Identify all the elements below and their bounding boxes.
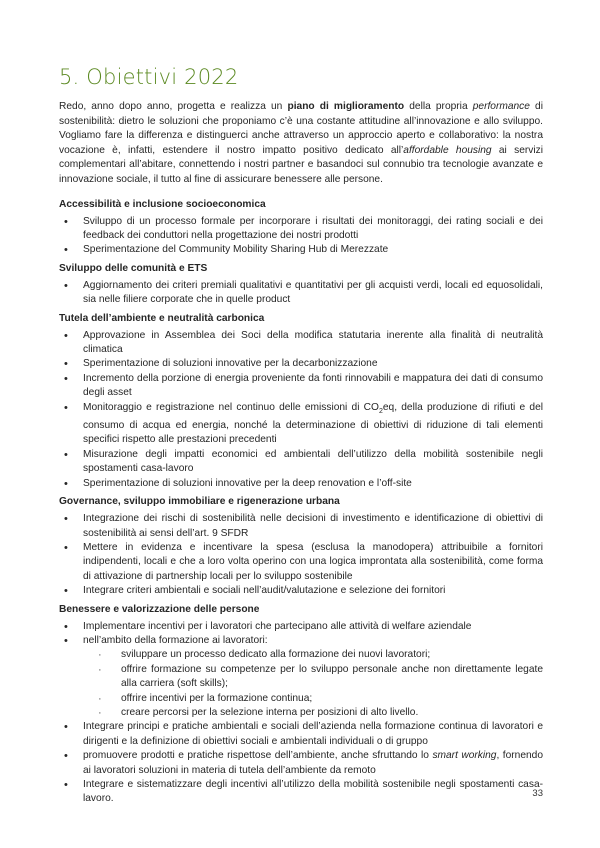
intro-text: di sostenibilità: dietro le soluzioni che proponiamo c’è una costante attitudine all’innovazione e allo sviluppo. Vogliamo fare la differenza e distinguerci anche attraverso un approccio aperto e collaborativo: la nostra vocazione è, infatti, estendere il nostro impatto positivo dedicato all’ [59,101,543,156]
list-item: • Misurazione degli impatti economici ed ambientali dell’utilizzo della mobilità sostenibile negli spostamenti casa-lavoro [59,448,543,477]
bullet-list-accessibility [59,215,543,258]
list-item-text: promuovere prodotti e pratiche rispettose dell’ambiente, anche sfruttando lo [83,750,433,762]
intro-italic: performance [472,101,530,112]
list-item: • Sperimentazione di soluzioni innovative per la deep renovation e l’off-site [59,477,543,491]
list-item-italic: smart working [432,750,497,762]
list-item-text: eq, della produzione di rifiuti e del consumo di acqua ed energia, nonché la determinazione di obiettivi di riduzione di tali elementi specifici rispetto alle prestazioni precedenti [83,401,543,446]
page-title: 5. Obiettivi 2022 [59,65,239,89]
bullet-list-wellbeing [59,620,543,807]
list-item: • Incremento della porzione di energia proveniente da fonti rinnovabili e mappatura dei dati di consumo degli asset [59,372,543,401]
list-item: • Aggiornamento dei criteri premiali qualitativi e quantitativi per gli acquisti verdi, locali ed equosolidali, sia nelle filiere corporate che in quelle product [59,279,543,308]
document-page [59,64,543,811]
intro-italic: affordable housing [403,144,492,156]
list-item [59,749,543,778]
sub-list-training [83,648,543,720]
sub-list-item: · sviluppare un processo dedicato alla formazione dei nuovi lavoratori; [83,648,543,662]
list-item [59,401,543,448]
section-title-environment: Tutela dell’ambiente e neutralità carbonica [59,312,265,324]
list-item: • Integrare e sistematizzare degli incentivi all’utilizzo della mobilità sostenibile negli spostamenti casa-lavoro. [59,778,543,807]
list-item [59,634,543,720]
list-item: • Sviluppo di un processo formale per incorporare i risultati dei monitoraggi, dei rating sociali e dei feedback dei conduttori nella progettazione dei nostri prodotti [59,215,543,244]
list-item-text: nell’ambito della formazione ai lavoratori: [83,634,268,646]
intro-paragraph [59,100,543,188]
list-item: • Integrare criteri ambientali e sociali nell’audit/valutazione e selezione dei fornitori [59,584,543,598]
intro-bold: piano di miglioramento [287,101,405,112]
sub-list-item: · offrire formazione su competenze per lo sviluppo personale anche non direttamente legate alla carriera (soft skills); [83,663,543,692]
bullet-list-communities [59,279,543,308]
list-item: • Sperimentazione di soluzioni innovative per la decarbonizzazione [59,357,543,371]
sub-list-item: · offrire incentivi per la formazione continua; [83,692,543,706]
section-title-accessibility: Accessibilità e inclusione socioeconomica [59,198,266,210]
list-item: • Implementare incentivi per i lavoratori che partecipano alle attività di welfare aziendale [59,620,543,634]
intro-text: Redo, anno dopo anno, progetta e realizza un [59,101,288,112]
sub-list-item: · creare percorsi per la selezione interna per posizioni di alto livello. [83,706,543,720]
subscript: 2 [378,407,383,415]
section-title-communities: Sviluppo delle comunità e ETS [59,262,208,274]
list-item: • Sperimentazione del Community Mobility Sharing Hub di Merezzate [59,243,543,257]
list-item: • Approvazione in Assemblea dei Soci della modifica statutaria inerente alla finalità di neutralità climatica [59,329,543,358]
list-item-text: Monitoraggio e registrazione nel continuo delle emissioni di CO [83,401,379,413]
section-title-governance: Governance, sviluppo immobiliare e rigenerazione urbana [59,496,340,508]
intro-text: della propria [404,101,473,112]
list-item: • Integrare principi e pratiche ambientali e sociali dell’azienda nella formazione continua di lavoratori e dirigenti e la definizione di obiettivi sociali e ambientali individuali o di gruppo [59,720,543,749]
intro-text: ai servizi complementari all’abitare, connettendo i nostri partner e basandoci sul connubio tra tecnologie avanzate e innovazione sociale, il tutto al fine di assicurare benessere alle persone. [59,144,543,185]
section-title-wellbeing: Benessere e valorizzazione delle persone [59,603,260,615]
list-item-text: , fornendo ai lavoratori soluzioni in materia di tutela dell’ambiente da remoto [83,750,543,776]
bullet-list-environment [59,329,543,492]
list-item: • Mettere in evidenza e incentivare la spesa (esclusa la manodopera) attribuibile a fornitori indipendenti, locali e che a loro volta operino con una logica improntata alla sostenibilità, come forma di attivazione di partnership locali per lo sviluppo sostenibile [59,541,543,584]
list-item: • Integrazione dei rischi di sostenibilità nelle decisioni di investimento e identificazione di obiettivi di sostenibilità ai sensi dell’art. 9 SFDR [59,512,543,541]
page-number: 33 [532,788,543,799]
bullet-list-governance [59,512,543,598]
